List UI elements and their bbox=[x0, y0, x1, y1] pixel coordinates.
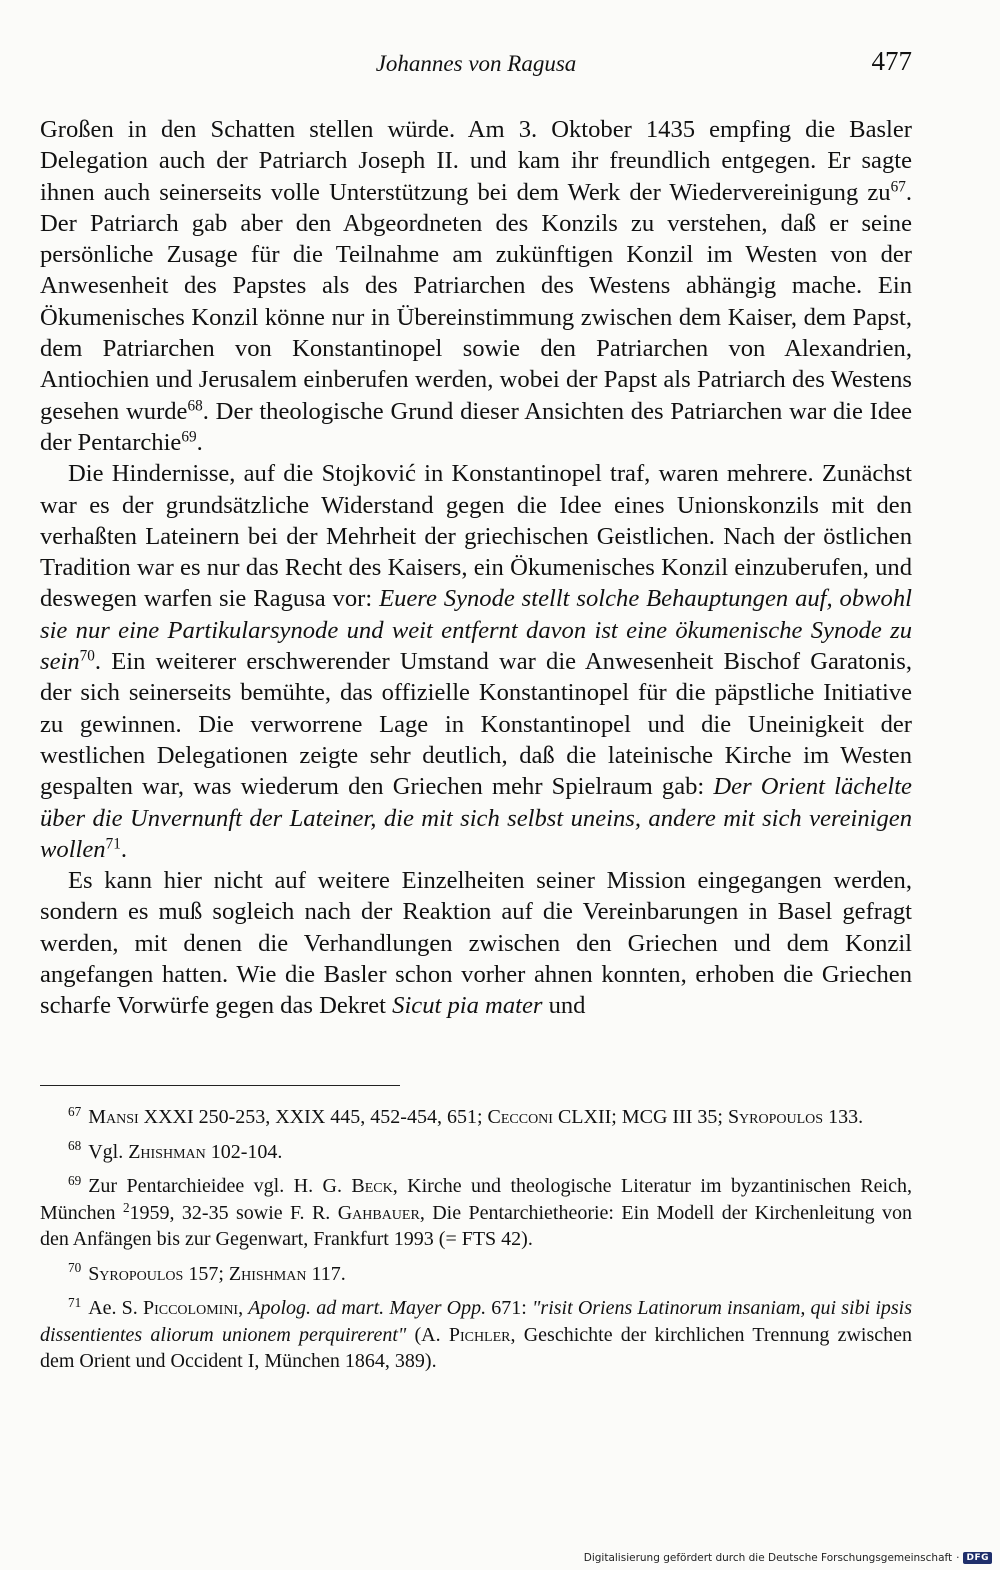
text-run: , Geschichte der kirchlichen Trennung zwischen dem Orient und Occident I, München 1864, 389). bbox=[40, 1323, 912, 1372]
text-run: . Ein weiterer erschwerender Umstand war die Anwesenheit Bischof Garatonis, der sich seinerseits bemühte, das offizielle Konstantinopel für die päpstliche Initiative zu gewinnen. Die verworrene Lage in Konstantinopel und die Uneinigkeit der westlichen Delegationen zeigte sehr deutlich, daß die lateinische Kirche im Westen gespalten war, was wiederum den Griechen mehr Spielraum gab: bbox=[40, 648, 912, 801]
footnotes bbox=[40, 1104, 912, 1383]
footnote-ref-70[interactable]: 70 bbox=[79, 647, 95, 665]
running-title: Johannes von Ragusa bbox=[375, 51, 577, 76]
page-number: 477 bbox=[871, 46, 912, 76]
text-run: CLXII; MCG III 35; bbox=[552, 1106, 728, 1128]
text-run: Ae. S. bbox=[88, 1297, 143, 1319]
text-run: Die Hindernisse, auf die Stojković in Konstantinopel traf, waren mehrere. Zunächst war es der grundsätzliche Widerstand gegen die Idee eines Unionskonzils mit den verhaßten Lateinern bei der Mehrheit der griechischen Geistlichen. Nach der östlichen Tradition war es nur das Recht des Kaisers, ein Ökumenisches Konzil einzuberufen, und deswegen warfen sie Ragusa vor: bbox=[40, 460, 912, 613]
footnote-divider bbox=[40, 1085, 400, 1086]
footnote-67 bbox=[40, 1104, 912, 1131]
text-run: . Der theologische Grund dieser Ansichten des Patriarchen war die Idee der Pentarchie bbox=[40, 397, 912, 456]
text-run: 133. bbox=[823, 1106, 864, 1128]
edition-superscript: 2 bbox=[122, 1199, 130, 1215]
text-run: Großen in den Schatten stellen würde. Am 3. Oktober 1435 empfing die Basler Delegation auch der Patriarch Joseph II. und kam ihr freundlich entgegen. Er sagte ihnen auch seinerseits volle Unterstützung bei dem Werk der Wiedervereinigung zu bbox=[40, 116, 912, 206]
paragraph-2 bbox=[40, 458, 912, 865]
text-run: , Kirche und theologische Literatur im byzantinischen Reich, München bbox=[40, 1175, 912, 1224]
author-name: Pichler bbox=[448, 1323, 511, 1346]
latin-quotation-italic: "risit Oriens Latinorum insaniam, qui sibi ipsis dissentientes aliorum unionem perquirerent" bbox=[40, 1297, 913, 1346]
author-name: Beck bbox=[351, 1175, 393, 1197]
author-name: Piccolomini bbox=[142, 1297, 239, 1319]
text-run: . Der Patriarch gab aber den Abgeordneten des Konzils zu verstehen, daß er seine persönliche Zusage für die Teilnahme am zukünftigen Konzil im Westen von der Anwesenheit des Papstes als des Patriarchen des Westens abhängig mache. Ein Ökumenisches Konzil könne nur in Übereinstimmung zwischen dem Kaiser, dem Papst, dem Patriarchen von Konstantinopel sowie den Patriarchen von Alexandrien, Antiochien und Jerusalem einberufen werden, wobei der Papst als Patriarch des Westens gesehen wurde bbox=[40, 178, 912, 425]
footnote-number: 70 bbox=[68, 1260, 82, 1276]
author-name: Syropoulos bbox=[727, 1106, 824, 1128]
text-run: 1959, 32-35 sowie F. R. bbox=[129, 1201, 338, 1224]
author-name: Zhishman bbox=[128, 1140, 206, 1163]
text-run: , bbox=[238, 1297, 249, 1319]
text-run: 102-104. bbox=[205, 1140, 283, 1163]
paragraph-1 bbox=[40, 114, 912, 458]
text-run: (A. bbox=[406, 1323, 449, 1346]
quotation-italic: Der Orient lächelte über die Unvernunft der Lateiner, die mit sich selbst uneins, andere mit sich vereinigen wollen bbox=[40, 773, 912, 863]
footnote-number: 67 bbox=[68, 1103, 82, 1119]
text-run: Vgl. bbox=[88, 1140, 129, 1163]
text-run: . bbox=[196, 428, 203, 456]
document-title-italic: Sicut pia mater bbox=[392, 992, 543, 1020]
paragraph-3 bbox=[40, 865, 912, 1021]
author-name: Syropoulos bbox=[88, 1262, 184, 1285]
text-run: XXXI 250-253, XXIX 445, 452-454, 651; bbox=[138, 1106, 488, 1128]
main-text bbox=[40, 114, 912, 1022]
footnote-number: 68 bbox=[68, 1138, 82, 1154]
text-run: 671: bbox=[486, 1297, 533, 1319]
footnote-ref-67[interactable]: 67 bbox=[890, 178, 906, 196]
text-run: Zur Pentarchieidee vgl. H. G. bbox=[88, 1175, 352, 1197]
text-run: , Die Pentarchietheorie: Ein Modell der Kirchenleitung von den Anfängen bis zur Gegenwart, Frankfurt 1993 (= FTS 42). bbox=[40, 1201, 912, 1250]
author-name: Gahbauer bbox=[337, 1201, 420, 1224]
footnote-ref-68[interactable]: 68 bbox=[187, 397, 203, 415]
footnote-70 bbox=[40, 1261, 912, 1288]
text-run: 117. bbox=[306, 1262, 346, 1285]
footnote-number: 69 bbox=[68, 1172, 82, 1188]
author-name: Mansi bbox=[88, 1106, 139, 1128]
text-run: 157; bbox=[183, 1262, 229, 1285]
digitization-notice bbox=[584, 1552, 992, 1564]
footnote-69 bbox=[40, 1173, 912, 1253]
dfg-logo-icon: DFG bbox=[963, 1552, 992, 1564]
footnote-ref-69[interactable]: 69 bbox=[181, 428, 197, 446]
footnote-71 bbox=[40, 1295, 912, 1375]
text-run: Es kann hier nicht auf weitere Einzelheiten seiner Mission eingegangen werden, sondern es muß sogleich nach der Reaktion auf die Vereinbarungen in Basel gefragt werden, mit denen die Verhandlungen zwischen den Griechen und dem Konzil angefangen hatten. Wie die Basler schon vorher ahnen konnten, erhoben die Griechen scharfe Vorwürfe gegen das Dekret bbox=[40, 867, 912, 1020]
text-run: und bbox=[542, 992, 586, 1020]
separator-dot: · bbox=[956, 1552, 960, 1564]
author-name: Cecconi bbox=[487, 1106, 553, 1128]
footnote-ref-71[interactable]: 71 bbox=[105, 835, 121, 853]
footnote-68 bbox=[40, 1139, 912, 1166]
text-run: . bbox=[120, 835, 127, 863]
quotation-italic: Euere Synode stellt solche Behauptungen auf, obwohl sie nur eine Partikularsynode und weit entfernt davon ist eine ökumenische Synode zu sein bbox=[40, 585, 912, 676]
work-title-italic: Apolog. ad mart. Mayer Opp. bbox=[248, 1297, 487, 1319]
digitization-text: Digitalisierung gefördert durch die Deutsche Forschungsgemeinschaft bbox=[583, 1552, 953, 1564]
footnote-number: 71 bbox=[68, 1294, 82, 1310]
author-name: Zhishman bbox=[228, 1262, 307, 1285]
